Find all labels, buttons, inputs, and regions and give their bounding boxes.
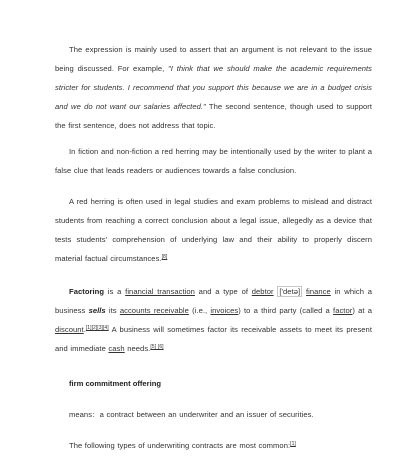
link-debtor[interactable]: debtor xyxy=(251,287,274,296)
term-factoring: Factoring xyxy=(69,287,105,296)
section-heading: firm commitment offering xyxy=(69,379,161,388)
pronunciation: ['detə] xyxy=(279,287,301,296)
citation-link[interactable]: [8] xyxy=(161,254,168,260)
emphasis-sells: sells xyxy=(88,306,106,315)
paragraph-underwriting xyxy=(55,436,372,455)
link-finance[interactable]: finance xyxy=(305,287,331,296)
link-invoices[interactable]: invoices xyxy=(210,306,239,315)
link-discount[interactable]: discount xyxy=(55,325,84,334)
citation-links[interactable]: [1][2][3][4] xyxy=(85,325,109,331)
link-accounts-receivable[interactable]: accounts receivable xyxy=(119,306,189,315)
example-quote: "I think that we should make the academic requirements stricter for students. I recommend that you support this because we are in a budget crisis and we do not want our salaries affected." xyxy=(55,64,372,111)
paragraph-red-herring-argument xyxy=(55,40,372,135)
paragraph-text: The second sentence, though used to support the first sentence, does not address that topic. xyxy=(55,102,372,130)
paragraph-factoring: Factoring is a financial transaction and a type of debtor ['detə] finance in which a business sells its accounts receivable (i.e., invoices) to a third party (called a factor) at a discount.[1][2][3][4] A business will sometimes factor its receivable assets to meet its present and immediate cash needs.[5] [6] xyxy=(55,287,372,353)
link-factor[interactable]: factor xyxy=(333,306,353,315)
link-financial-transaction[interactable]: financial transaction xyxy=(125,287,195,296)
paragraph-fiction: In fiction and non-fiction a red herring may be intentionally used by the writer to plant a false clue that leads readers or audiences towards a false conclusion. xyxy=(55,147,372,175)
paragraph-legal-studies xyxy=(55,192,372,268)
paragraph-text: A red herring is often used in legal studies and exam problems to mislead and distract students from reaching a correct conclusion about a legal issue, allegedly as a device that tests students' comprehension of underlying law and their ability to properly discern material factual circumstances. xyxy=(55,197,372,263)
paragraph-text: The following types of underwriting contracts are most common: xyxy=(69,441,291,450)
link-cash[interactable]: cash xyxy=(108,344,125,353)
paragraph-definition: means：a contract between an underwriter and an issuer of securities. xyxy=(69,410,314,419)
citation-links[interactable]: [5] [6] xyxy=(150,344,164,350)
citation-link[interactable]: [1] xyxy=(290,441,296,447)
paragraph-text: The expression is mainly used to assert that an argument is not relevant to the issue being discussed. For example, xyxy=(55,45,372,73)
